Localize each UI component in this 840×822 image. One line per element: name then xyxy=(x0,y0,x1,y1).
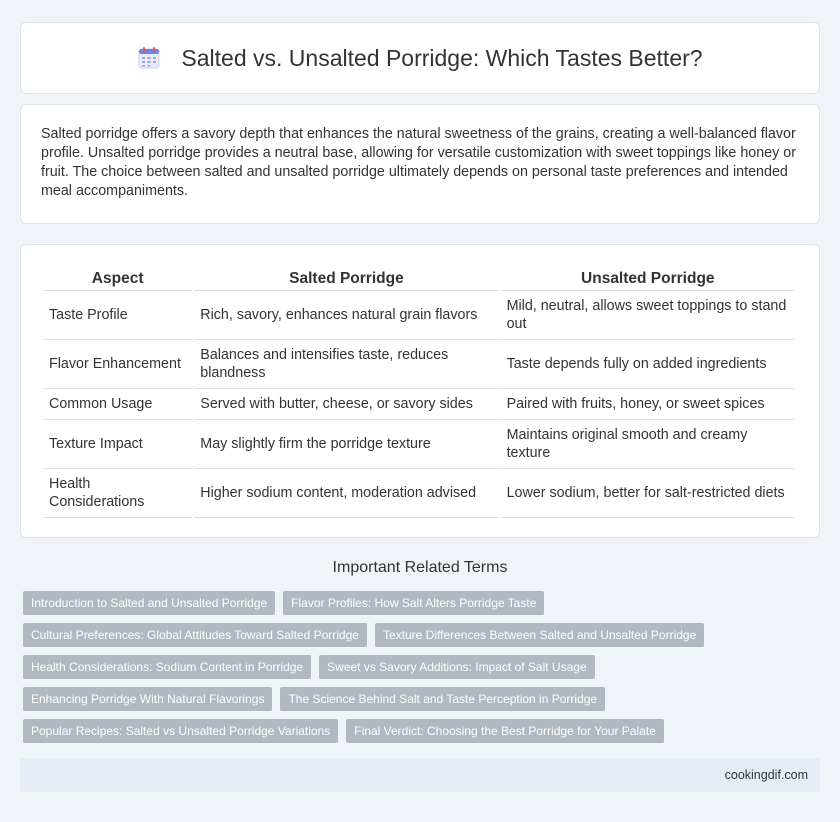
related-term-link[interactable]: Introduction to Salted and Unsalted Porridge xyxy=(23,591,275,615)
table-cell: Paired with fruits, honey, or sweet spices xyxy=(501,389,795,420)
table-cell: Common Usage xyxy=(43,389,192,420)
table-cell: Balances and intensifies taste, reduces blandness xyxy=(194,340,498,389)
header-unsalted: Unsalted Porridge xyxy=(501,265,795,291)
table-cell: Rich, savory, enhances natural grain flavors xyxy=(194,291,498,340)
page-title: Salted vs. Unsalted Porridge: Which Tastes Better? xyxy=(181,44,703,71)
table-row xyxy=(43,420,795,469)
calendar-icon xyxy=(137,46,161,70)
table-row xyxy=(43,340,795,389)
table-cell: Health Considerations xyxy=(43,469,192,518)
table-cell: Taste depends fully on added ingredients xyxy=(501,340,795,389)
table-cell: Maintains original smooth and creamy texture xyxy=(501,420,795,469)
related-term-link[interactable]: Popular Recipes: Salted vs Unsalted Porridge Variations xyxy=(23,719,338,743)
table-cell: Lower sodium, better for salt-restricted diets xyxy=(501,469,795,518)
related-term-link[interactable]: Flavor Profiles: How Salt Alters Porridge Taste xyxy=(283,591,544,615)
page-footer xyxy=(20,758,820,792)
table-cell: Mild, neutral, allows sweet toppings to stand out xyxy=(501,291,795,340)
page-header xyxy=(20,22,820,94)
table-cell: Texture Impact xyxy=(43,420,192,469)
related-term-link[interactable]: Final Verdict: Choosing the Best Porridge for Your Palate xyxy=(346,719,664,743)
related-term-link[interactable]: Health Considerations: Sodium Content in Porridge xyxy=(23,655,311,679)
related-term-link[interactable]: Cultural Preferences: Global Attitudes Toward Salted Porridge xyxy=(23,623,367,647)
related-terms-title: Important Related Terms xyxy=(332,559,508,576)
table-cell: Served with butter, cheese, or savory sides xyxy=(194,389,498,420)
related-term-link[interactable]: Texture Differences Between Salted and Unsalted Porridge xyxy=(375,623,704,647)
related-term-link[interactable]: The Science Behind Salt and Taste Perception in Porridge xyxy=(280,687,605,711)
intro-section xyxy=(20,104,820,224)
table-cell: Flavor Enhancement xyxy=(43,340,192,389)
header-salted: Salted Porridge xyxy=(194,265,498,291)
table-cell: Higher sodium content, moderation advised xyxy=(194,469,498,518)
comparison-table-card xyxy=(20,244,820,538)
header-aspect: Aspect xyxy=(43,265,192,291)
table-row xyxy=(43,469,795,518)
footer-site-link[interactable]: cookingdif.com xyxy=(724,768,808,782)
table-row xyxy=(43,291,795,340)
intro-text: Salted porridge offers a savory depth that enhances the natural sweetness of the grains, creating a well-balanced flavor profile. Unsalted porridge provides a neutral base, allowing for versatile customization with sweet toppings like honey or fruit. The choice between salted and unsalted porridge ultimately depends on personal taste preferences and intended meal accompaniments. xyxy=(41,126,796,199)
table-cell: Taste Profile xyxy=(43,291,192,340)
table-header-row xyxy=(43,265,795,291)
comparison-table xyxy=(41,265,797,518)
related-term-link[interactable]: Enhancing Porridge With Natural Flavorings xyxy=(23,687,272,711)
table-row xyxy=(43,389,795,420)
related-term-link[interactable]: Sweet vs Savory Additions: Impact of Salt Usage xyxy=(319,655,594,679)
table-cell: May slightly firm the porridge texture xyxy=(194,420,498,469)
related-terms-list xyxy=(23,591,803,751)
